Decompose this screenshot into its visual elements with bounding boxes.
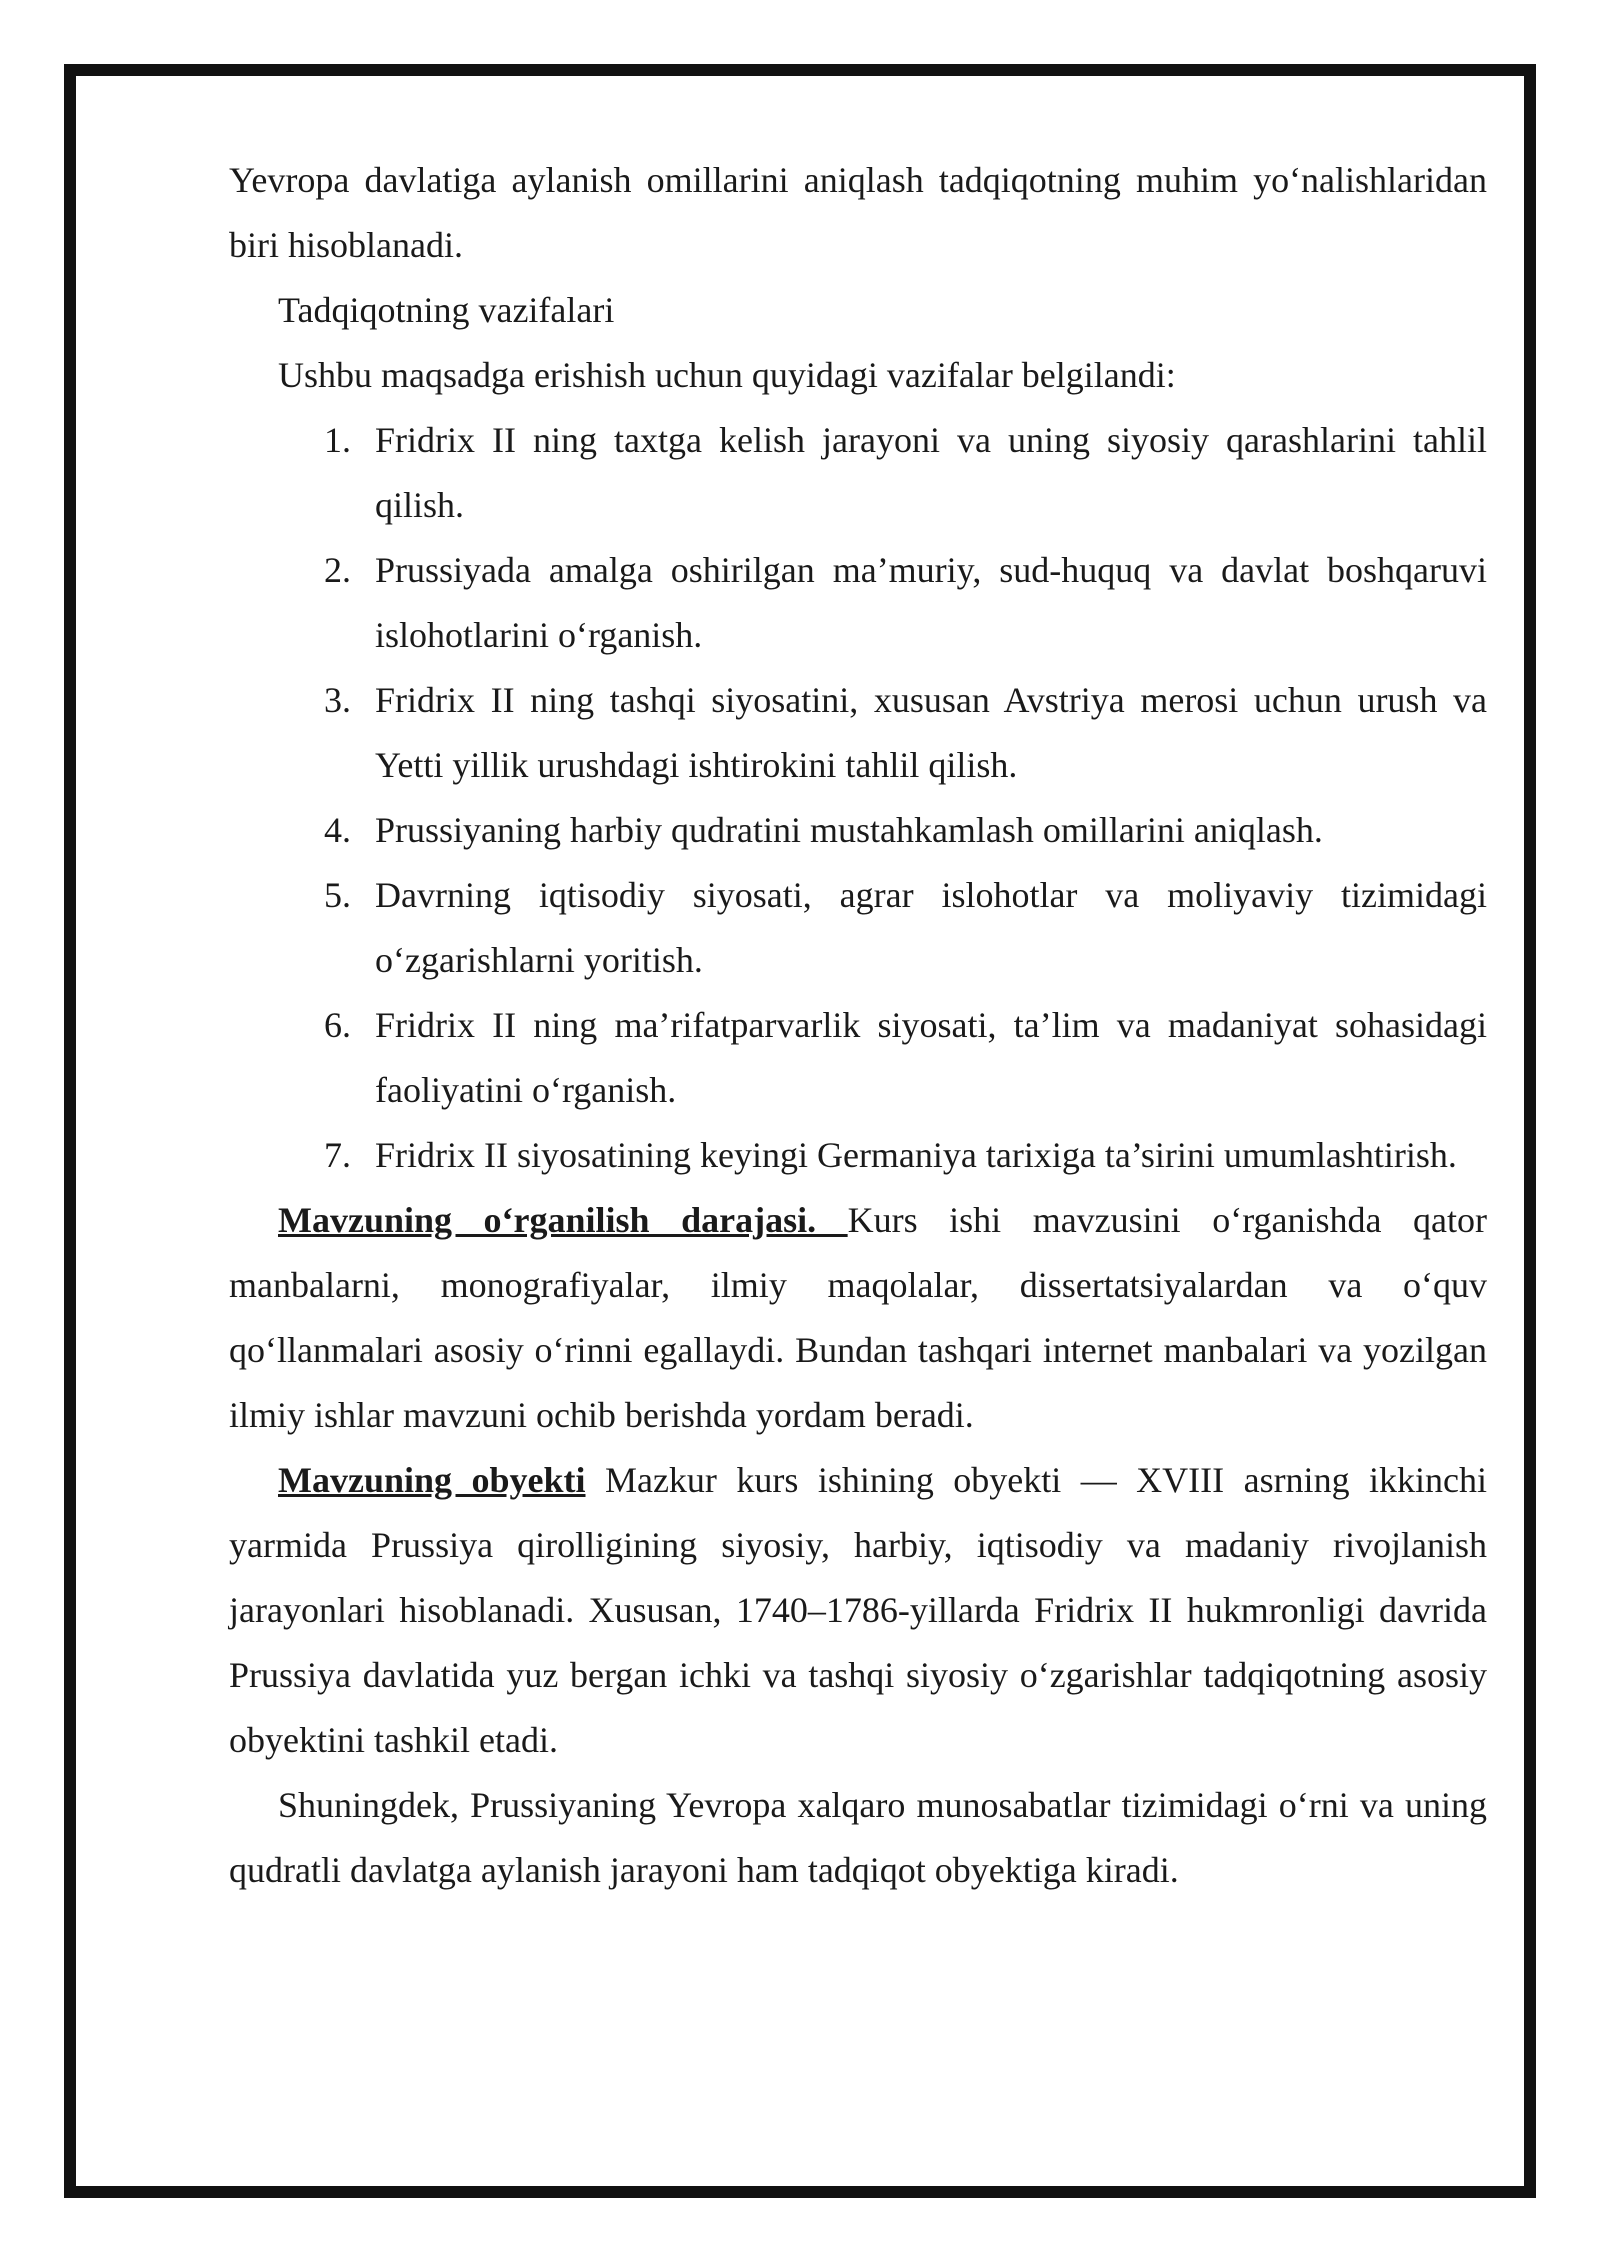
object-text: Mazkur kurs ishining obyekti — XVIII asrning ikkinchi yarmida Prussiya qirolligining siyosiy, harbiy, iqtisodiy va madaniy rivojlanish jarayonlari hisoblanadi. Xususan, 1740–1786-yillarda Fridrix II hukmronligi davrida Prussiya davlatida yuz bergan ichki va tashqi siyosiy o‘zgarishlar tadqiqotning asosiy obyektini tashkil etadi. (229, 1460, 1487, 1760)
list-item-text: Prussiyaning harbiy qudratini mustahkamlash omillarini aniqlash. (375, 810, 1323, 850)
list-item-text: Fridrix II siyosatining keyingi Germaniya tarixiga ta’sirini umumlashtirish. (375, 1135, 1457, 1175)
degree-paragraph (229, 1188, 1487, 1448)
list-item (324, 408, 1487, 538)
list-item-text: Fridrix II ning ma’rifatparvarlik siyosati, ta’lim va madaniyat sohasidagi faoliyatini o‘rganish. (375, 1005, 1487, 1110)
tasks-list (229, 408, 1487, 1188)
list-item-number: 1. (324, 420, 351, 460)
list-item-number: 4. (324, 810, 351, 850)
list-item-number: 3. (324, 680, 351, 720)
tasks-heading: Tadqiqotning vazifalari (278, 290, 615, 330)
list-item (324, 798, 1487, 863)
list-item-text: Fridrix II ning taxtga kelish jarayoni va uning siyosiy qarashlarini tahlil qilish. (375, 420, 1487, 525)
list-item (324, 1123, 1487, 1188)
list-item (324, 538, 1487, 668)
list-item-number: 7. (324, 1135, 351, 1175)
document-body (229, 148, 1487, 1903)
list-item-text: Prussiyada amalga oshirilgan ma’muriy, sud-huquq va davlat boshqaruvi islohotlarini o‘rganish. (375, 550, 1487, 655)
list-item-number: 2. (324, 550, 351, 590)
list-item (324, 863, 1487, 993)
closing-paragraph: Shuningdek, Prussiyaning Yevropa xalqaro munosabatlar tizimidagi o‘rni va uning qudratli davlatga aylanish jarayoni ham tadqiqot obyektiga kiradi. (229, 1785, 1487, 1890)
list-item (324, 993, 1487, 1123)
degree-heading: Mavzuning o‘rganilish darajasi. (278, 1200, 848, 1240)
intro-paragraph: Yevropa davlatiga aylanish omillarini aniqlash tadqiqotning muhim yo‘nalishlaridan biri hisoblanadi. (229, 160, 1487, 265)
list-item-text: Davrning iqtisodiy siyosati, agrar islohotlar va moliyaviy tizimidagi o‘zgarishlarni yoritish. (375, 875, 1487, 980)
tasks-intro: Ushbu maqsadga erishish uchun quyidagi vazifalar belgilandi: (278, 355, 1176, 395)
list-item-text: Fridrix II ning tashqi siyosatini, xususan Avstriya merosi uchun urush va Yetti yillik urushdagi ishtirokini tahlil qilish. (375, 680, 1487, 785)
list-item (324, 668, 1487, 798)
degree-text: Kurs ishi mavzusini o‘rganishda qator manbalarni, monografiyalar, ilmiy maqolalar, dissertatsiyalardan va o‘quv qo‘llanmalari asosiy o‘rinni egallaydi. Bundan tashqari internet manbalari va yozilgan ilmiy ishlar mavzuni ochib berishda yordam beradi. (229, 1200, 1487, 1435)
object-heading: Mavzuning obyekti (278, 1460, 586, 1500)
list-item-number: 5. (324, 875, 351, 915)
list-item-number: 6. (324, 1005, 351, 1045)
object-paragraph (229, 1448, 1487, 1773)
